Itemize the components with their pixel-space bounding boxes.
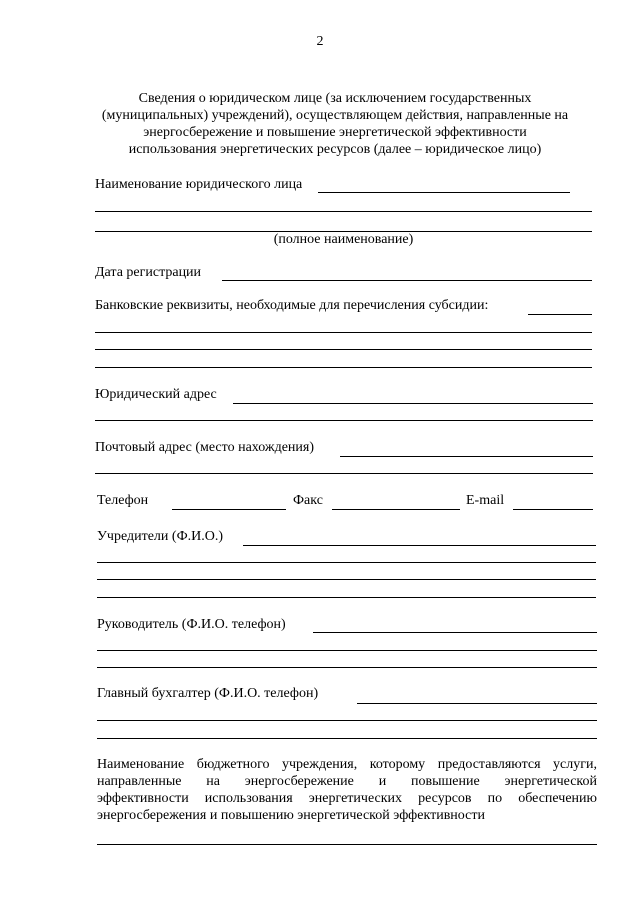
legal-address-input-2[interactable] bbox=[95, 402, 593, 420]
director-input-1[interactable] bbox=[313, 614, 597, 632]
reg-date-input[interactable] bbox=[222, 262, 592, 280]
director-line-3 bbox=[97, 667, 597, 668]
budget-line-4: энергосбережения и повышению энергетической эффективности bbox=[97, 808, 485, 823]
accountant-input-2[interactable] bbox=[97, 702, 597, 720]
email-label: E-mail bbox=[466, 493, 505, 508]
founders-input-2[interactable] bbox=[97, 544, 596, 562]
fax-line bbox=[332, 509, 460, 510]
name-input-3[interactable] bbox=[95, 213, 592, 231]
budget-line-3: эффективности использования энергетических ресурсов по обеспечению bbox=[97, 791, 597, 806]
name-input-2[interactable] bbox=[95, 193, 592, 211]
header-line-2: (муниципальных) учреждений), осуществляющем действия, направленные на bbox=[101, 108, 569, 123]
bank-input-1[interactable] bbox=[528, 296, 592, 314]
postal-address-line-2 bbox=[95, 473, 593, 474]
fax-input[interactable] bbox=[332, 491, 460, 509]
founders-line-4 bbox=[97, 597, 596, 598]
postal-address-input-1[interactable] bbox=[340, 438, 593, 456]
name-line-2 bbox=[95, 211, 592, 212]
director-input-2[interactable] bbox=[97, 632, 597, 650]
header-line-4: использования энергетических ресурсов (далее – юридическое лицо) bbox=[128, 142, 542, 157]
legal-address-label: Юридический адрес bbox=[95, 387, 217, 402]
header-line-1: Сведения о юридическом лице (за исключением государственных bbox=[138, 91, 532, 106]
header-line-3: энергосбережение и повышение энергетической эффективности bbox=[143, 125, 527, 140]
fax-label: Факс bbox=[293, 493, 323, 508]
founders-input-4[interactable] bbox=[97, 579, 596, 597]
name-input[interactable] bbox=[318, 174, 570, 192]
founders-label: Учредители (Ф.И.О.) bbox=[97, 529, 224, 544]
director-label: Руководитель (Ф.И.О. телефон) bbox=[97, 617, 286, 632]
bank-input-4[interactable] bbox=[95, 349, 592, 367]
legal-address-input-1[interactable] bbox=[233, 385, 593, 403]
postal-address-label: Почтовый адрес (место нахождения) bbox=[95, 440, 314, 455]
budget-line-1: Наименование бюджетного учреждения, которому предоставляются услуги, bbox=[97, 757, 597, 772]
bank-line-4 bbox=[95, 367, 592, 368]
email-line bbox=[513, 509, 593, 510]
bank-label: Банковские реквизиты, необходимые для перечисления субсидии: bbox=[95, 298, 489, 313]
bank-input-2[interactable] bbox=[95, 314, 592, 332]
name-label: Наименование юридического лица bbox=[95, 177, 303, 192]
phone-line bbox=[172, 509, 286, 510]
full-name-caption: (полное наименование) bbox=[273, 232, 414, 247]
budget-line-2: направленные на энергосбережение и повышение энергетической bbox=[97, 774, 597, 789]
accountant-line-3 bbox=[97, 738, 597, 739]
accountant-input-1[interactable] bbox=[357, 685, 597, 703]
phone-input[interactable] bbox=[172, 491, 286, 509]
bank-input-3[interactable] bbox=[95, 331, 592, 349]
founders-input-3[interactable] bbox=[97, 561, 596, 579]
postal-address-input-2[interactable] bbox=[95, 455, 593, 473]
phone-label: Телефон bbox=[97, 493, 149, 508]
accountant-label: Главный бухгалтер (Ф.И.О. телефон) bbox=[97, 686, 319, 701]
director-input-3[interactable] bbox=[97, 649, 597, 667]
reg-date-line bbox=[222, 280, 592, 281]
email-input[interactable] bbox=[513, 491, 593, 509]
legal-address-line-2 bbox=[95, 420, 593, 421]
accountant-input-3[interactable] bbox=[97, 720, 597, 738]
budget-line bbox=[97, 844, 597, 845]
page-number: 2 bbox=[316, 34, 324, 49]
founders-input-1[interactable] bbox=[243, 527, 596, 545]
reg-date-label: Дата регистрации bbox=[95, 265, 202, 280]
budget-input[interactable] bbox=[97, 826, 597, 844]
